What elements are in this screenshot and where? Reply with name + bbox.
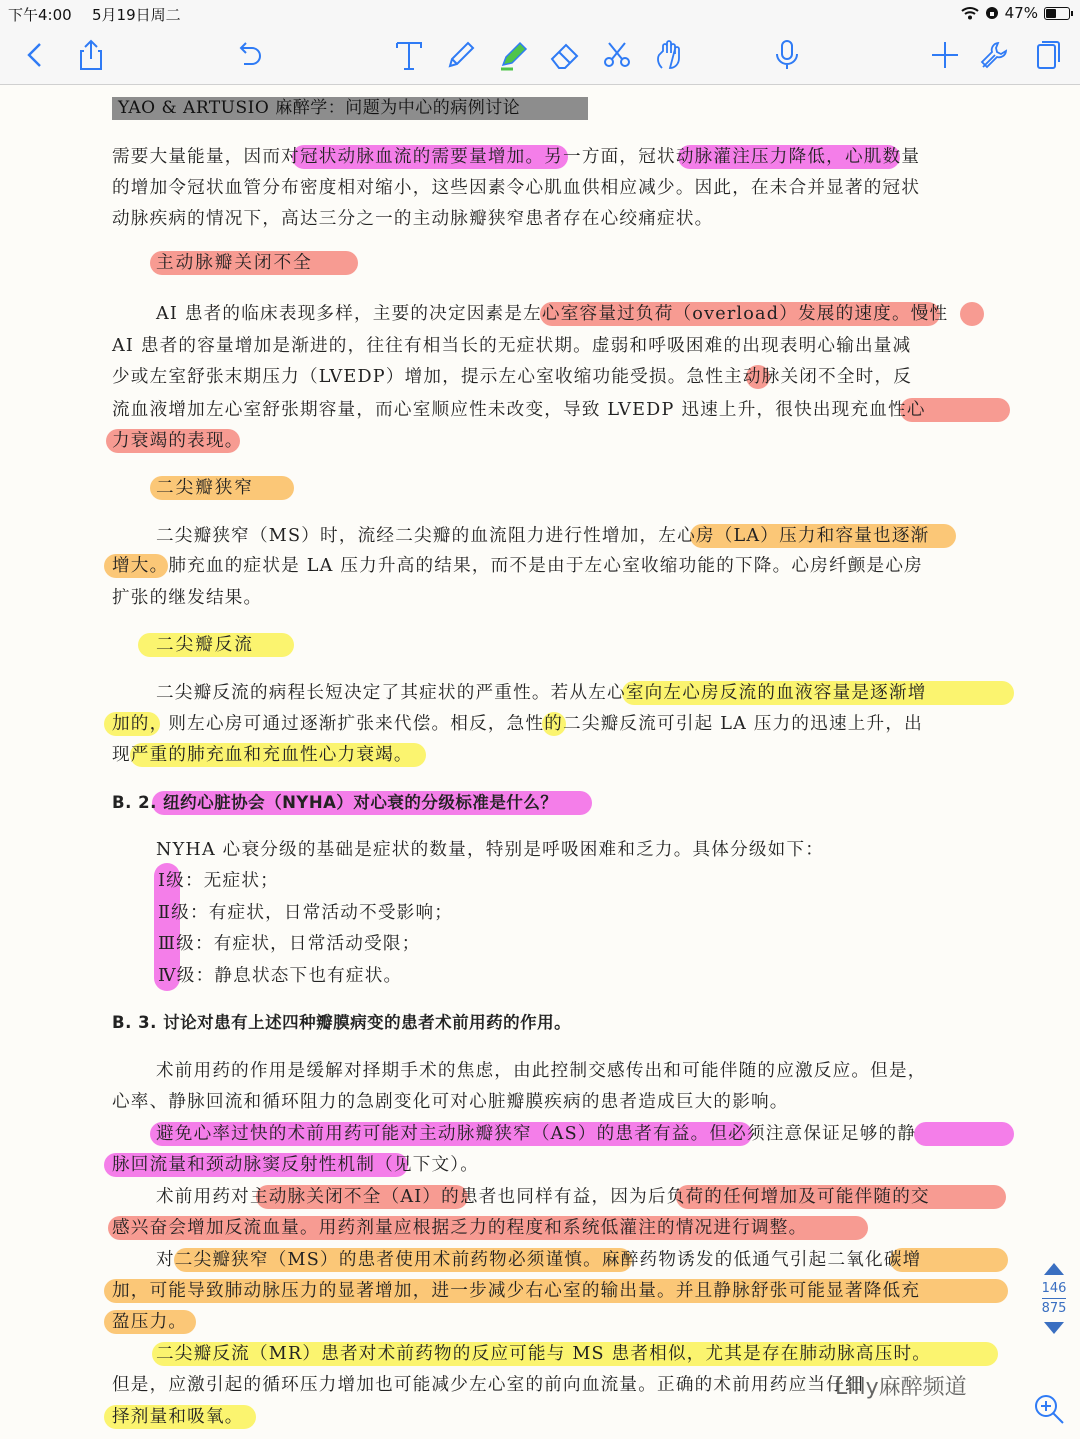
list-item: Ⅳ级：静息状态下也有症状。: [158, 966, 403, 986]
text-line: 现严重的肺充血和充血性心力衰竭。: [112, 745, 413, 765]
text-line: 二尖瓣狭窄（MS）时，流经二尖瓣的血流阻力进行性增加，左心房（LA）压力和容量也逐渐: [156, 526, 930, 546]
text-line: 的增加令冠状血管分布密度相对缩小，这些因素令心肌血供相应减少。因此，在未合并显著的冠状: [112, 178, 921, 198]
text-line: 二尖瓣反流的病程长短决定了其症状的严重性。若从左心室向左心房反流的血液容量是逐渐增: [156, 683, 927, 703]
question-heading: B. 3. 讨论对患有上述四种瓣膜病变的患者术前用药的作用。: [112, 1013, 572, 1032]
list-item: Ⅰ级：无症状；: [158, 871, 279, 891]
text-line: 感兴奋会增加反流血量。用药剂量应根据乏力的程度和系统低灌注的情况进行调整。: [112, 1218, 808, 1238]
zoom-icon[interactable]: [1032, 1392, 1066, 1426]
subheading: 主动脉瓣关闭不全: [156, 253, 313, 273]
undo-icon[interactable]: [230, 36, 268, 74]
subheading: 二尖瓣狭窄: [156, 478, 254, 498]
text-line: 脉回流量和颈动脉窦反射性机制（见下文）。: [112, 1155, 480, 1175]
back-icon[interactable]: [16, 36, 54, 74]
text-line: 动脉疾病的情况下，高达三分之一的主动脉瓣狭窄患者存在心绞痛症状。: [112, 209, 714, 229]
text-line: 盈压力。: [112, 1312, 188, 1332]
status-date: 5月19日周二: [92, 6, 181, 24]
text-tool-icon[interactable]: [390, 36, 428, 74]
wifi-icon: [961, 6, 979, 20]
text-line: 流血液增加左心室舒张期容量，而心室顺应性未改变，导致 LVEDP 迅速上升，很快出现充血性心: [112, 400, 926, 420]
text-line: 术前用药的作用是缓解对择期手术的焦虑，由此控制交感传出和可能伴随的应激反应。但是，: [156, 1061, 927, 1081]
total-page-number: 875: [1041, 1301, 1067, 1316]
text-line: 二尖瓣反流（MR）患者对术前药物的反应可能与 MS 患者相似，尤其是存在肺动脉高压时。: [156, 1344, 932, 1364]
text-line: 避免心率过快的术前用药可能对主动脉瓣狭窄（AS）的患者有益。但必须注意保证足够的静: [156, 1124, 917, 1144]
page-divider: [1042, 1298, 1066, 1299]
add-icon[interactable]: [926, 36, 964, 74]
text-line: AI 患者的临床表现多样，主要的决定因素是左心室容量过负荷（overload）发展的速度。慢性: [156, 304, 949, 324]
question-heading: B. 2. 纽约心脏协会（NYHA）对心衰的分级标准是什么？: [112, 793, 558, 812]
watermark: Lilly麻醉频道: [835, 1375, 967, 1400]
page-scroller[interactable]: [1034, 1263, 1074, 1334]
microphone-icon[interactable]: [768, 36, 806, 74]
list-item: Ⅱ级：有症状，日常活动不受影响；: [158, 903, 454, 923]
book-header: YAO & ARTUSIO 麻醉学：问题为中心的病例讨论: [112, 97, 588, 120]
list-item: Ⅲ级：有症状，日常活动受限；: [158, 934, 421, 954]
text-line: 增大。肺充血的症状是 LA 压力升高的结果，而不是由于左心室收缩功能的下降。心房纤颤是心房: [112, 556, 923, 576]
pages-icon[interactable]: [1028, 36, 1066, 74]
scroll-up-icon[interactable]: [1044, 1263, 1064, 1275]
eraser-tool-icon[interactable]: [546, 36, 584, 74]
settings-wrench-icon[interactable]: [976, 36, 1014, 74]
scroll-down-icon[interactable]: [1044, 1322, 1064, 1334]
text-line: AI 患者的容量增加是渐进的，往往有相当长的无症状期。虚弱和呼吸困难的出现表明心输出量减: [112, 336, 912, 356]
orientation-lock-icon: [985, 6, 999, 20]
text-line: 加的，则左心房可通过逐渐扩张来代偿。相反，急性的二尖瓣反流可引起 LA 压力的迅速上升，出: [112, 714, 923, 734]
highlight-salmon[interactable]: [960, 302, 984, 326]
battery-fill: [1046, 9, 1056, 18]
text-line: 但是，应激引起的循环压力增加也可能减少左心室的前向血流量。正确的术前用药应当仔细: [112, 1375, 864, 1395]
text-line: 对二尖瓣狭窄（MS）的患者使用术前药物必须谨慎。麻醉药物诱发的低通气引起二氧化碳增: [156, 1250, 922, 1270]
text-line: 需要大量能量，因而对冠状动脉血流的需要量增加。另一方面，冠状动脉灌注压力降低，心肌数量: [112, 147, 921, 167]
status-right: [961, 4, 1070, 22]
battery-icon: [1044, 7, 1070, 20]
text-line: 心率、静脉回流和循环阻力的急剧变化可对心脏瓣膜疾病的患者造成巨大的影响。: [112, 1092, 789, 1112]
status-time: 下午4:00: [8, 6, 72, 24]
text-line: 择剂量和吸氧。: [112, 1407, 244, 1427]
lasso-tool-icon[interactable]: [598, 36, 636, 74]
text-line: NYHA 心衰分级的基础是症状的数量，特别是呼吸困难和乏力。具体分级如下：: [156, 840, 825, 860]
current-page-number: 146: [1041, 1281, 1067, 1296]
text-line: 力衰竭的表现。: [112, 431, 244, 451]
share-icon[interactable]: [72, 36, 110, 74]
highlight-pink[interactable]: [914, 1122, 1014, 1146]
subheading: 二尖瓣反流: [156, 635, 254, 655]
battery-percent: 47%: [1004, 4, 1038, 22]
highlighter-tool-icon[interactable]: [494, 36, 532, 74]
pen-tool-icon[interactable]: [442, 36, 480, 74]
hand-tool-icon[interactable]: [650, 36, 688, 74]
document-page[interactable]: [0, 85, 1080, 1439]
text-line: 少或左室舒张末期压力（LVEDP）增加，提示左心室收缩功能受损。急性主动脉关闭不全时，反: [112, 367, 913, 387]
status-bar: [0, 0, 1080, 26]
text-line: 扩张的继发结果。: [112, 588, 263, 608]
toolbar: [0, 26, 1080, 85]
text-line: 加，可能导致肺动脉压力的显著增加，进一步减少右心室的输出量。并且静脉舒张可能显著降低充: [112, 1281, 921, 1301]
text-line: 术前用药对主动脉关闭不全（AI）的患者也同样有益，因为后负荷的任何增加及可能伴随的交: [156, 1187, 930, 1207]
